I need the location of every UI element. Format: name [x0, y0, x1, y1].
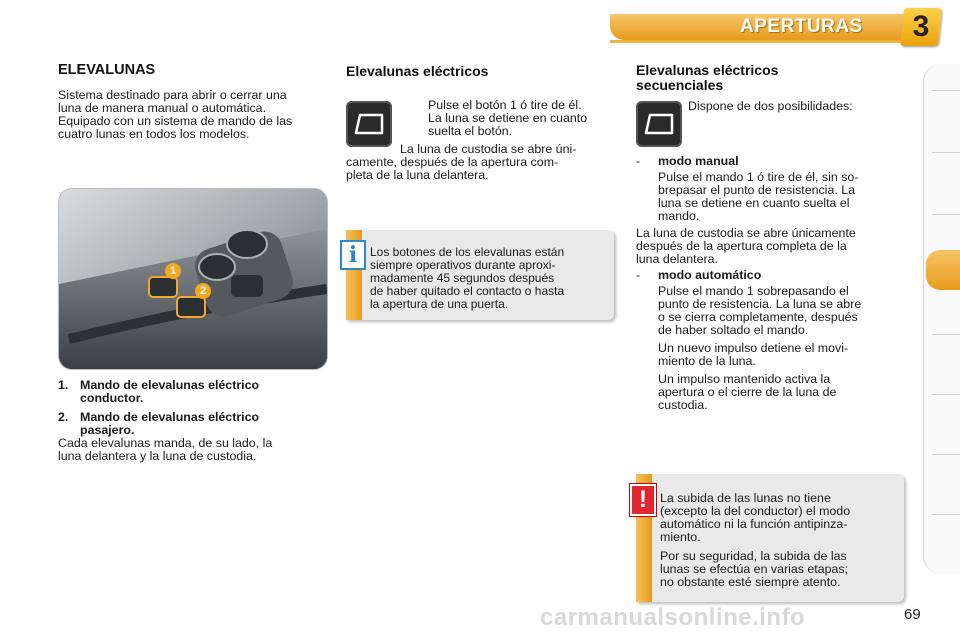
text-line: después de la apertura completa de la [636, 239, 847, 253]
text-line: siempre operativos durante aproxi- [370, 258, 556, 272]
window-switch-illustration [59, 189, 327, 369]
chapter-tabs [923, 64, 960, 574]
text-line: o se cierra completamente, después [658, 310, 858, 324]
text-line: suelta el botón. [428, 124, 513, 138]
posibilidades-intro: Dispone de dos posibilidades: [688, 99, 853, 113]
text-line: custodia. [658, 398, 708, 412]
window-switch-icon-glyph [636, 101, 682, 147]
text-line: Por su seguridad, la subida de las [660, 549, 847, 563]
outro-paragraph [58, 437, 326, 463]
text-line: Un nuevo impulso detiene el movi- [658, 341, 849, 355]
text-line: La subida de las lunas no tiene [660, 491, 831, 505]
text-line: de haber soltado el mando. [658, 323, 809, 337]
callout-2: 2 [195, 283, 211, 299]
warning-note-text [660, 492, 898, 589]
text-line: luna se detiene en cuanto suelta el [658, 196, 850, 210]
text-line: no obstante esté siempre atento. [660, 575, 841, 589]
header-underline [610, 40, 910, 43]
legend-text: pasajero. [80, 423, 135, 437]
text-line: de haber quitado el contacto o hasta [370, 284, 565, 298]
window-switch-icon [346, 101, 392, 147]
text-line: (excepto la del conductor) el modo [660, 504, 851, 518]
text-line: pleta de la luna delantera. [346, 168, 489, 182]
heading-elevalunas: ELEVALUNAS [58, 62, 156, 78]
info-note-text [370, 246, 610, 311]
chapter-tab[interactable] [932, 394, 960, 395]
text-line: luna delantera. [636, 252, 718, 266]
text-line: madamente 45 segundos después [370, 271, 555, 285]
text-line: Pulse el botón 1 ó tire de él. [428, 98, 582, 112]
text-line: miento. [660, 530, 701, 544]
window-switch-icon [636, 101, 682, 147]
legend-number: 1. [58, 378, 69, 392]
heading-line: secuenciales [636, 77, 724, 93]
text-line: punto de resistencia. La luna se abre [658, 297, 862, 311]
heading-line: Elevalunas eléctricos [636, 62, 779, 78]
chapter-tab[interactable] [932, 90, 960, 91]
text-line: Pulse el mando 1 ó tire de él, sin so- [658, 170, 859, 184]
intro-paragraph [58, 89, 326, 141]
chapter-tab[interactable] [932, 152, 960, 153]
window-switch-photo [58, 188, 328, 370]
chapter-tab[interactable] [932, 514, 960, 515]
text-line: La luna de custodia se abre únicamente [636, 226, 856, 240]
chapter-tab[interactable] [932, 214, 960, 215]
chapter-badge [900, 8, 942, 46]
legend-text: Mando de elevalunas eléctrico [80, 378, 260, 392]
text-line: La luna se detiene en cuanto [428, 111, 588, 125]
text-line: camente, después de la apertura com- [346, 155, 559, 169]
text-line: Un impulso mantenido activa la [658, 372, 831, 386]
text-line: luna delantera y la luna de custodia. [58, 449, 257, 463]
custodia-paragraph [346, 143, 614, 182]
text-line: miento de la luna. [658, 354, 756, 368]
chapter-tab[interactable] [932, 454, 960, 455]
info-icon: i [340, 240, 366, 270]
text-line: brepasar el punto de resistencia. La [658, 183, 855, 197]
watermark: carmanualsonline.info [540, 604, 806, 631]
text-line: luna de manera manual o automática. [58, 101, 267, 115]
text-line: La luna de custodia se abre úni- [400, 142, 577, 156]
section-title: APERTURAS [740, 16, 863, 37]
legend-list [58, 379, 326, 437]
page-header [0, 0, 960, 48]
text-line: cuatro lunas en todos los modelos. [58, 127, 250, 141]
text-line: Equipado con un sistema de mando de las [58, 114, 293, 128]
mode-label-text: modo automático [658, 268, 762, 282]
legend-number: 2. [58, 410, 69, 424]
legend-text: conductor. [80, 391, 144, 405]
text-line: Los botones de los elevalunas están [370, 245, 565, 259]
text-line: la apertura de una puerta. [370, 297, 509, 311]
mode-label-text: modo manual [658, 154, 739, 168]
heading-elevalunas-electricos: Elevalunas eléctricos [346, 63, 489, 79]
chapter-number: 3 [912, 10, 930, 43]
chapter-tab[interactable] [932, 334, 960, 335]
warning-icon: ! [630, 484, 656, 516]
callout-1: 1 [165, 263, 181, 279]
bullet-pulse-boton [400, 99, 614, 138]
mode-label [636, 155, 904, 168]
text-line: mando. [658, 209, 700, 223]
dash: - [636, 268, 641, 282]
legend-text: Mando de elevalunas eléctrico [80, 410, 260, 424]
sequential-text [636, 155, 904, 412]
text-line: automático ni la función antipinza- [660, 517, 848, 531]
text-line: Pulse el mando 1 sobrepasando el [658, 284, 849, 298]
page-number: 69 [904, 606, 921, 623]
heading-secuenciales [636, 63, 906, 93]
text-line: Sistema destinado para abrir o cerrar una [58, 88, 287, 102]
window-switch-icon-glyph [346, 101, 392, 147]
chapter-tab-active[interactable] [926, 250, 960, 290]
dash: - [636, 154, 641, 168]
mode-label [636, 269, 904, 282]
text-line: apertura o el cierre de la luna de [658, 385, 837, 399]
text-line: Cada elevalunas manda, de su lado, la [58, 436, 273, 450]
text-line: lunas se efectúa en varias etapas; [660, 562, 849, 576]
